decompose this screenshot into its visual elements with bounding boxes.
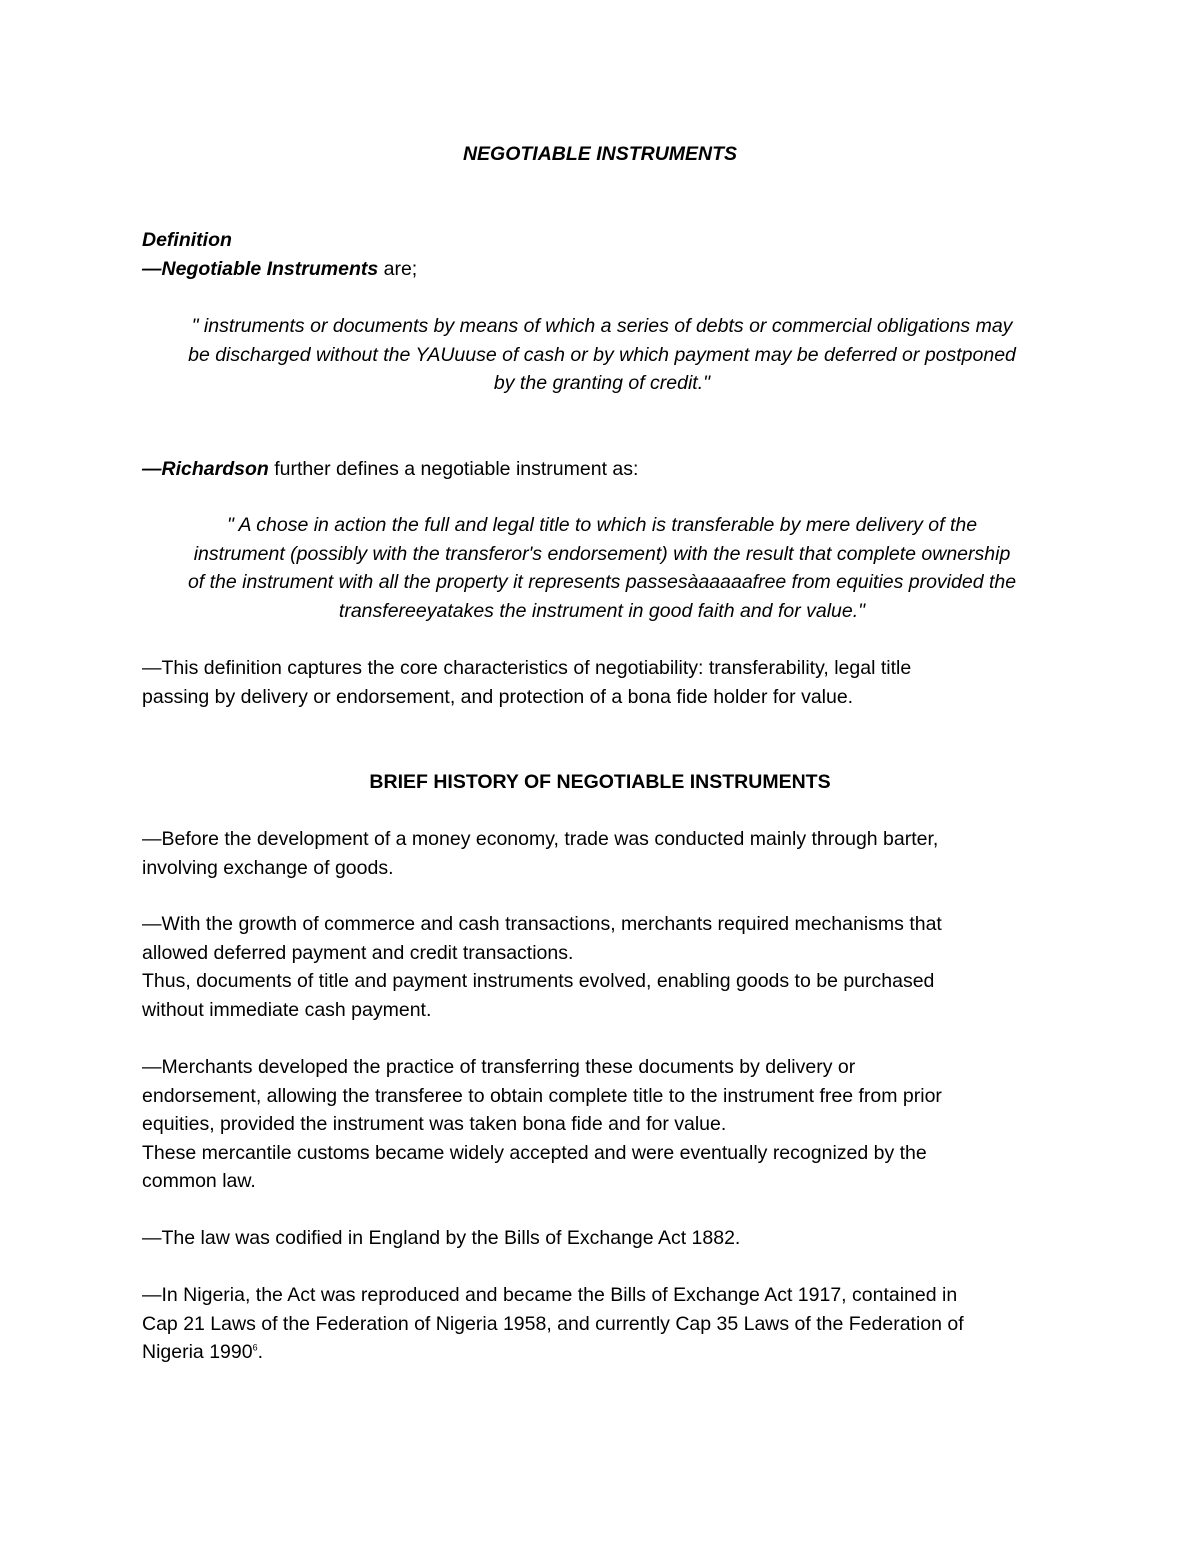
- paragraph-line: Cap 21 Laws of the Federation of Nigeria 1958, and currently Cap 35 Laws of the Federation of: [142, 1312, 964, 1335]
- history-paragraph-3: [142, 1053, 1062, 1196]
- paragraph-line: —Merchants developed the practice of transferring these documents by delivery or: [142, 1056, 856, 1078]
- richardson-quote-line: " A chose in action the full and legal title to which is transferable by mere delivery of the: [226, 514, 978, 536]
- paragraph-line: without immediate cash payment.: [142, 998, 432, 1021]
- paragraph-line: —With the growth of commerce and cash transactions, merchants required mechanisms that: [142, 913, 942, 935]
- richardson-term: —Richardson: [142, 458, 269, 480]
- richardson-quote-line: transfereeyatakes the instrument in good faith and for value.": [338, 599, 866, 622]
- paragraph-line: —The law was codified in England by the Bills of Exchange Act 1882.: [142, 1227, 741, 1249]
- definition-section: [142, 226, 1062, 283]
- richardson-quote-line: of the instrument with all the property it represents passesàaaaaafree from equities provided the: [187, 571, 1017, 593]
- history-heading: BRIEF HISTORY OF NEGOTIABLE INSTRUMENTS: [369, 771, 831, 793]
- paragraph-line: [142, 1338, 1062, 1367]
- richardson-quote: [142, 511, 1062, 625]
- definition-heading: Definition: [142, 229, 232, 251]
- paragraph-text: Nigeria 1990: [142, 1341, 253, 1363]
- paragraph-line: Thus, documents of title and payment instruments evolved, enabling goods to be purchased: [142, 970, 935, 992]
- history-paragraph-5: [142, 1281, 1062, 1367]
- paragraph-line: common law.: [142, 1170, 256, 1192]
- paragraph-line: —Before the development of a money economy, trade was conducted mainly through barter,: [142, 828, 939, 850]
- definition-intro-rest: are;: [378, 257, 418, 280]
- paragraph-line: —This definition captures the core characteristics of negotiability: transferability, legal title: [142, 657, 912, 679]
- characteristics-paragraph: [142, 654, 1062, 711]
- paragraph-text: .: [257, 1341, 264, 1363]
- paragraph-line: These mercantile customs became widely accepted and were eventually recognized by the: [142, 1141, 927, 1164]
- definition-quote-line: be discharged without the YAUuuse of cash or by which payment may be deferred or postponed: [188, 343, 1016, 366]
- history-paragraph-4: [142, 1224, 1062, 1253]
- paragraph-line: passing by delivery or endorsement, and protection of a bona fide holder for value.: [142, 685, 854, 708]
- definition-term: —Negotiable Instruments: [142, 257, 379, 280]
- definition-intro: [142, 255, 1062, 284]
- definition-quote-line: by the granting of credit.": [493, 372, 711, 394]
- richardson-intro-rest: further defines a negotiable instrument as:: [268, 458, 639, 480]
- history-paragraph-1: [142, 825, 1062, 882]
- footnote-marker: 6: [252, 1342, 258, 1353]
- definition-quote-line: " instruments or documents by means of which a series of debts or commercial obligations may: [191, 315, 1013, 337]
- paragraph-line: —In Nigeria, the Act was reproduced and became the Bills of Exchange Act 1917, contained in: [142, 1284, 958, 1306]
- richardson-intro: [142, 455, 1062, 484]
- paragraph-line: allowed deferred payment and credit transactions.: [142, 941, 574, 964]
- history-paragraph-2: [142, 910, 1062, 1024]
- paragraph-line: endorsement, allowing the transferee to obtain complete title to the instrument free from prior: [142, 1084, 942, 1107]
- richardson-quote-line: instrument (possibly with the transferor's endorsement) with the result that complete ownership: [193, 542, 1011, 565]
- paragraph-line: involving exchange of goods.: [142, 856, 394, 879]
- paragraph-line: equities, provided the instrument was taken bona fide and for value.: [142, 1113, 727, 1135]
- document-title: NEGOTIABLE INSTRUMENTS: [462, 143, 738, 165]
- definition-quote: [142, 312, 1062, 398]
